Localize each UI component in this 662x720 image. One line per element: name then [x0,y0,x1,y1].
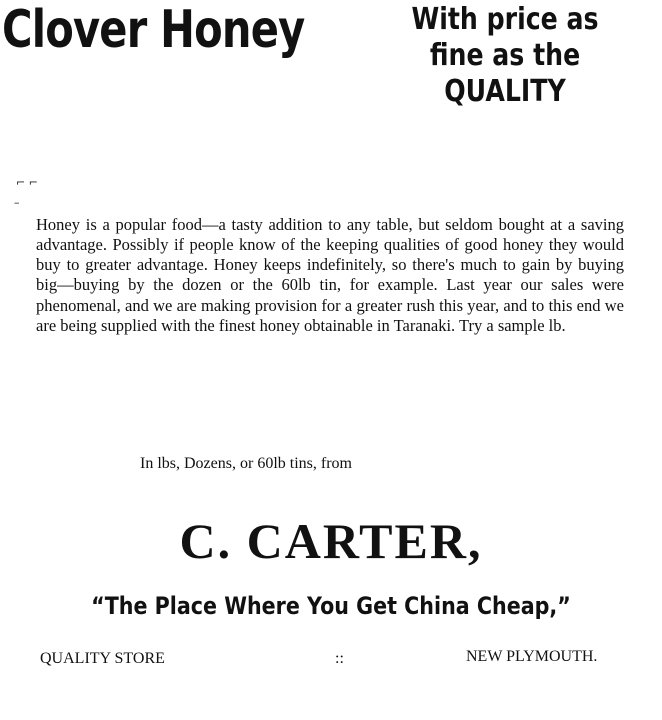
print-speck: ⌐ ⌐ [16,176,38,189]
tagline [400,2,610,110]
footer-town: NEW PLYMOUTH. [466,648,598,665]
footer-separator: :: [335,650,344,667]
tagline-line-1: With price as [411,2,599,37]
headline: Clover Honey [2,0,305,60]
print-speck: – [14,196,20,209]
firm-name: C. CARTER, [179,513,483,569]
footer-store-name: QUALITY STORE [40,650,165,667]
slogan: “The Place Where You Get China Cheap,” [91,592,571,620]
body-text: Honey is a popular food—a tasty addition to any table, but seldom bought at a saving advantage. Possibly if people know of the keeping qualities of good honey they would buy to greater advantage. Honey keeps indefinitely, so there's much to gain by buying big—buying by the dozen or the 60lb tin, for example. Last year our sales were phenomenal, and we are making provision for a greater rush this year, and to this end we are being supplied with the finest honey obtainable in Taranaki. Try a sample lb. [36,214,624,335]
tagline-line-2: fine as the [429,38,581,73]
units-line: In lbs, Dozens, or 60lb tins, from [140,455,352,472]
tagline-line-3: QUALITY [444,74,566,109]
